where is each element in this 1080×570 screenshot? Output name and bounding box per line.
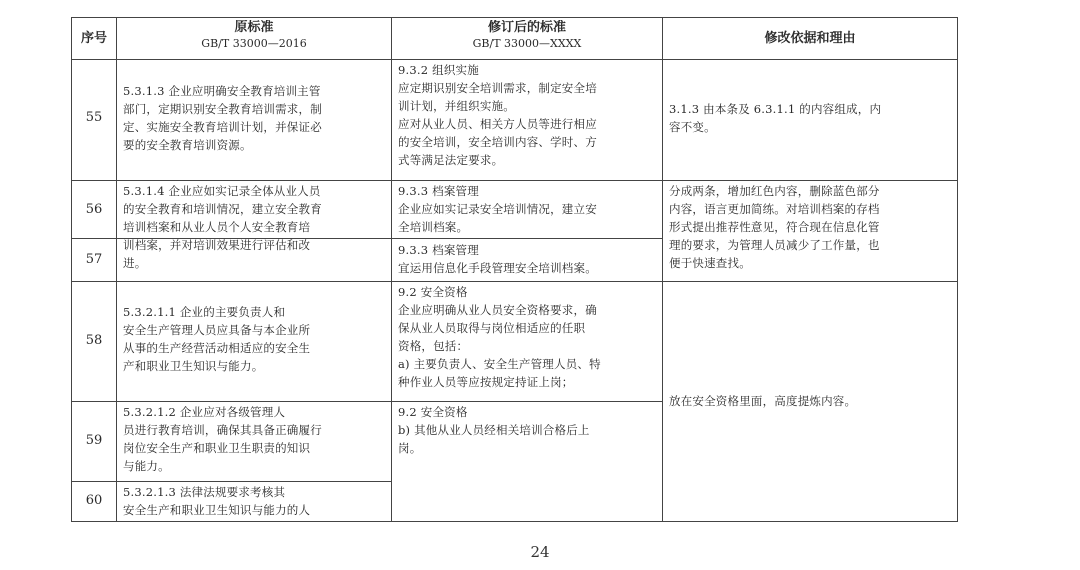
header-revised xyxy=(392,20,662,58)
row-55-reason: 3.1.3 由本条及 6.3.1.1 的内容组成，内 容不变。 xyxy=(669,102,882,134)
row-60-original: 5.3.2.1.3 法律法规要求考核其 安全生产和职业卫生知识与能力的人 xyxy=(123,485,311,517)
row-55-revised: 9.3.2 组织实施 应定期识别安全培训需求，制定安全培 训计划，并组织实施。 应对从业人员、相关方人员等进行相应 的安全培训，安全培训内容、学时、方 式等满足法定要求。 xyxy=(398,63,597,167)
header-revised-title: 修订后的标准 xyxy=(487,20,566,35)
row-59-original: 5.3.2.1.2 企业应对各级管理人 员进行教育培训，确保其具备正确履行 岗位安全生产和职业卫生职责的知识 与能力。 xyxy=(123,405,322,473)
row-56-no: 56 xyxy=(85,202,103,217)
header-original-title: 原标准 xyxy=(234,20,274,35)
row-56-57-reason: 分成两条，增加红色内容，删除蓝色部分 内容，语言更加简练。对培训档案的存档 形式提出推荐性意见，符合现在信息化管 理的要求，为管理人员减少了工作量，也 便于快速查找。 xyxy=(669,184,880,270)
row-56-57-original: 5.3.1.4 企业应如实记录全体从业人员 的安全教育和培训情况，建立安全教育 培训档案和从业人员个人安全教育培 训档案，并对培训效果进行评估和改 进。 xyxy=(123,184,322,270)
header-no: 序号 xyxy=(80,31,107,46)
row-55-no: 55 xyxy=(85,110,103,125)
header-revised-code: GB/T 33000—XXXX xyxy=(472,37,582,50)
row-59-no: 59 xyxy=(85,433,103,448)
header-original xyxy=(117,20,391,58)
row-58-60-reason: 放在安全资格里面，高度提炼内容。 xyxy=(669,394,857,408)
row-60-no: 60 xyxy=(85,493,103,508)
row-59-60-revised: 9.2 安全资格 b) 其他从业人员经相关培训合格后上 岗。 xyxy=(398,405,590,455)
row-57-no: 57 xyxy=(85,252,103,267)
row-56-revised: 9.3.3 档案管理 企业应如实记录安全培训情况，建立安 全培训档案。 xyxy=(398,184,597,234)
row-55-original: 5.3.1.3 企业应明确安全教育培训主管 部门，定期识别安全教育培训需求，制 定、实施安全教育培训计划，并保证必 要的安全教育培训资源。 xyxy=(123,84,322,152)
header-reason: 修改依据和理由 xyxy=(764,31,856,46)
row-57-revised: 9.3.3 档案管理 宜运用信息化手段管理安全培训档案。 xyxy=(398,243,597,275)
row-58-original: 5.3.2.1.1 企业的主要负责人和 安全生产管理人员应具备与本企业所 从事的生产经营活动相适应的安全生 产和职业卫生知识与能力。 xyxy=(123,305,311,373)
header-original-code: GB/T 33000—2016 xyxy=(201,37,307,50)
row-58-revised: 9.2 安全资格 企业应明确从业人员安全资格要求，确 保从业人员取得与岗位相适应的任职 资格，包括： a) 主要负责人、安全生产管理人员、特 种作业人员等应按规定持证上岗； xyxy=(398,285,601,389)
row-58-no: 58 xyxy=(85,333,103,348)
page-number: 24 xyxy=(530,543,550,561)
